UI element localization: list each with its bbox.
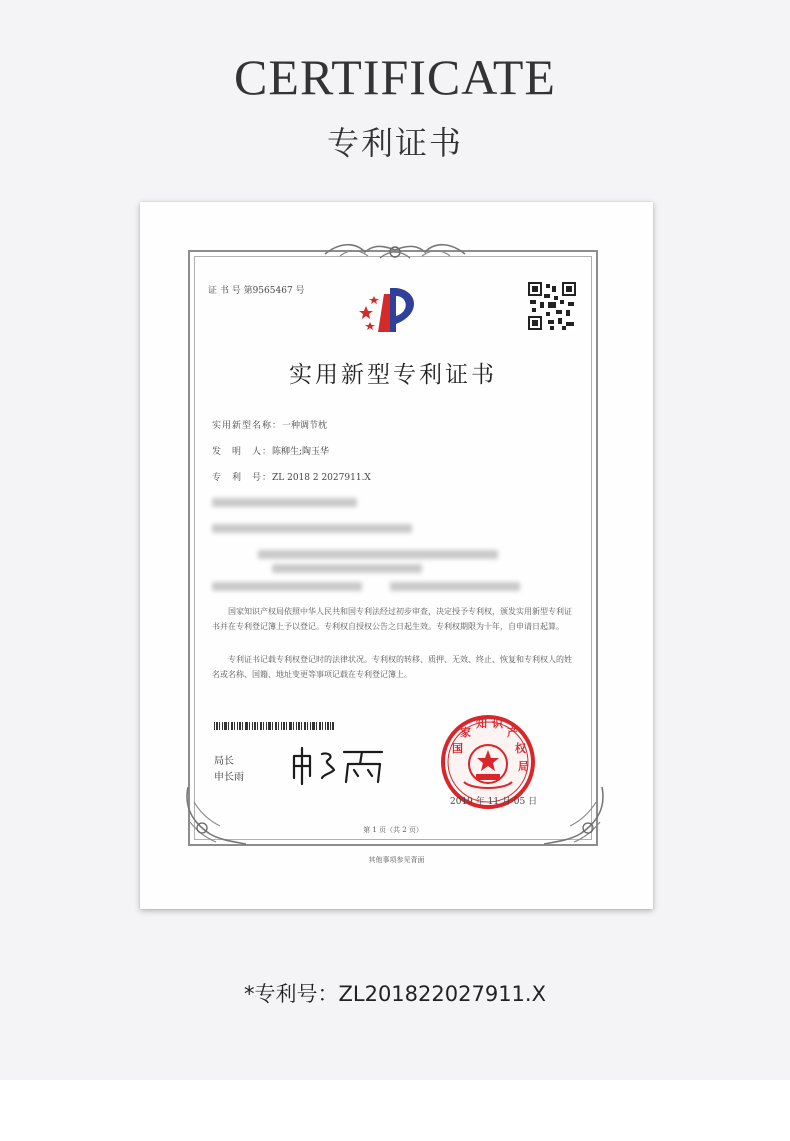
certificate-number: 证 书 号 第9565467 号 [208, 286, 305, 296]
field-value: 一种调节枕 [282, 421, 328, 431]
certificate-title: 实用新型专利证书 [289, 362, 497, 388]
page-indicator: 第 1 页（共 2 页） [363, 826, 423, 834]
field-value: ZL 2018 2 2027911.X [272, 473, 371, 483]
svg-text:权: 权 [515, 742, 526, 755]
svg-text:知: 知 [476, 717, 487, 730]
inventor-field [212, 444, 329, 457]
redacted-line [390, 582, 520, 591]
director-signature-icon [288, 744, 398, 788]
field-label: 发 明 人： [212, 447, 273, 457]
back-note: 其他事项参见背面 [368, 856, 425, 864]
field-label: 实用新型名称： [212, 421, 283, 431]
field-label: 专 利 号： [212, 473, 273, 483]
redacted-line [212, 498, 357, 507]
patent-office-logo-icon [356, 284, 428, 336]
grant-paragraph: 国家知识产权局依照中华人民共和国专利法经过初步审查，决定授予专利权，颁发实用新型专利证书并在专利登记簿上予以登记。专利权自授权公告之日起生效。专利权期限为十年，自申请日起算。 [212, 607, 572, 631]
svg-text:产: 产 [507, 726, 518, 739]
svg-text:国: 国 [452, 742, 463, 755]
certificate-image [140, 202, 653, 909]
svg-text:局: 局 [518, 760, 529, 773]
patent-number-caption: *专利号：ZL201822027911.X [244, 982, 546, 1006]
svg-text:家: 家 [460, 726, 471, 739]
barcode-icon [214, 722, 334, 730]
page-heading: CERTIFICATE [234, 49, 556, 105]
director-name: 申长雨 [214, 772, 244, 783]
qr-code-icon [528, 282, 576, 330]
redacted-line [212, 582, 362, 591]
redacted-line [258, 550, 498, 559]
seal-date: 2019 年 11 月 05 日 [450, 797, 538, 807]
director-title: 局长 [214, 756, 234, 767]
director-block [214, 754, 244, 786]
certificate-frame [188, 250, 598, 846]
field-value: 陈柳生;陶玉华 [272, 447, 330, 457]
svg-text:识: 识 [492, 717, 503, 730]
bottom-right-ornament-icon [540, 782, 610, 852]
redacted-line [272, 564, 422, 573]
page-subheading: 专利证书 [326, 124, 463, 162]
top-ornament-icon [320, 240, 470, 264]
bottom-left-ornament-icon [180, 782, 250, 852]
utility-model-name-field [212, 418, 327, 431]
legal-status-paragraph: 专利证书记载专利权登记时的法律状况。专利权的转移、质押、无效、终止、恢复和专利权人的姓名或名称、国籍、地址变更等事项记载在专利登记簿上。 [212, 655, 572, 679]
redacted-line [212, 524, 412, 533]
patent-number-field [212, 470, 371, 483]
